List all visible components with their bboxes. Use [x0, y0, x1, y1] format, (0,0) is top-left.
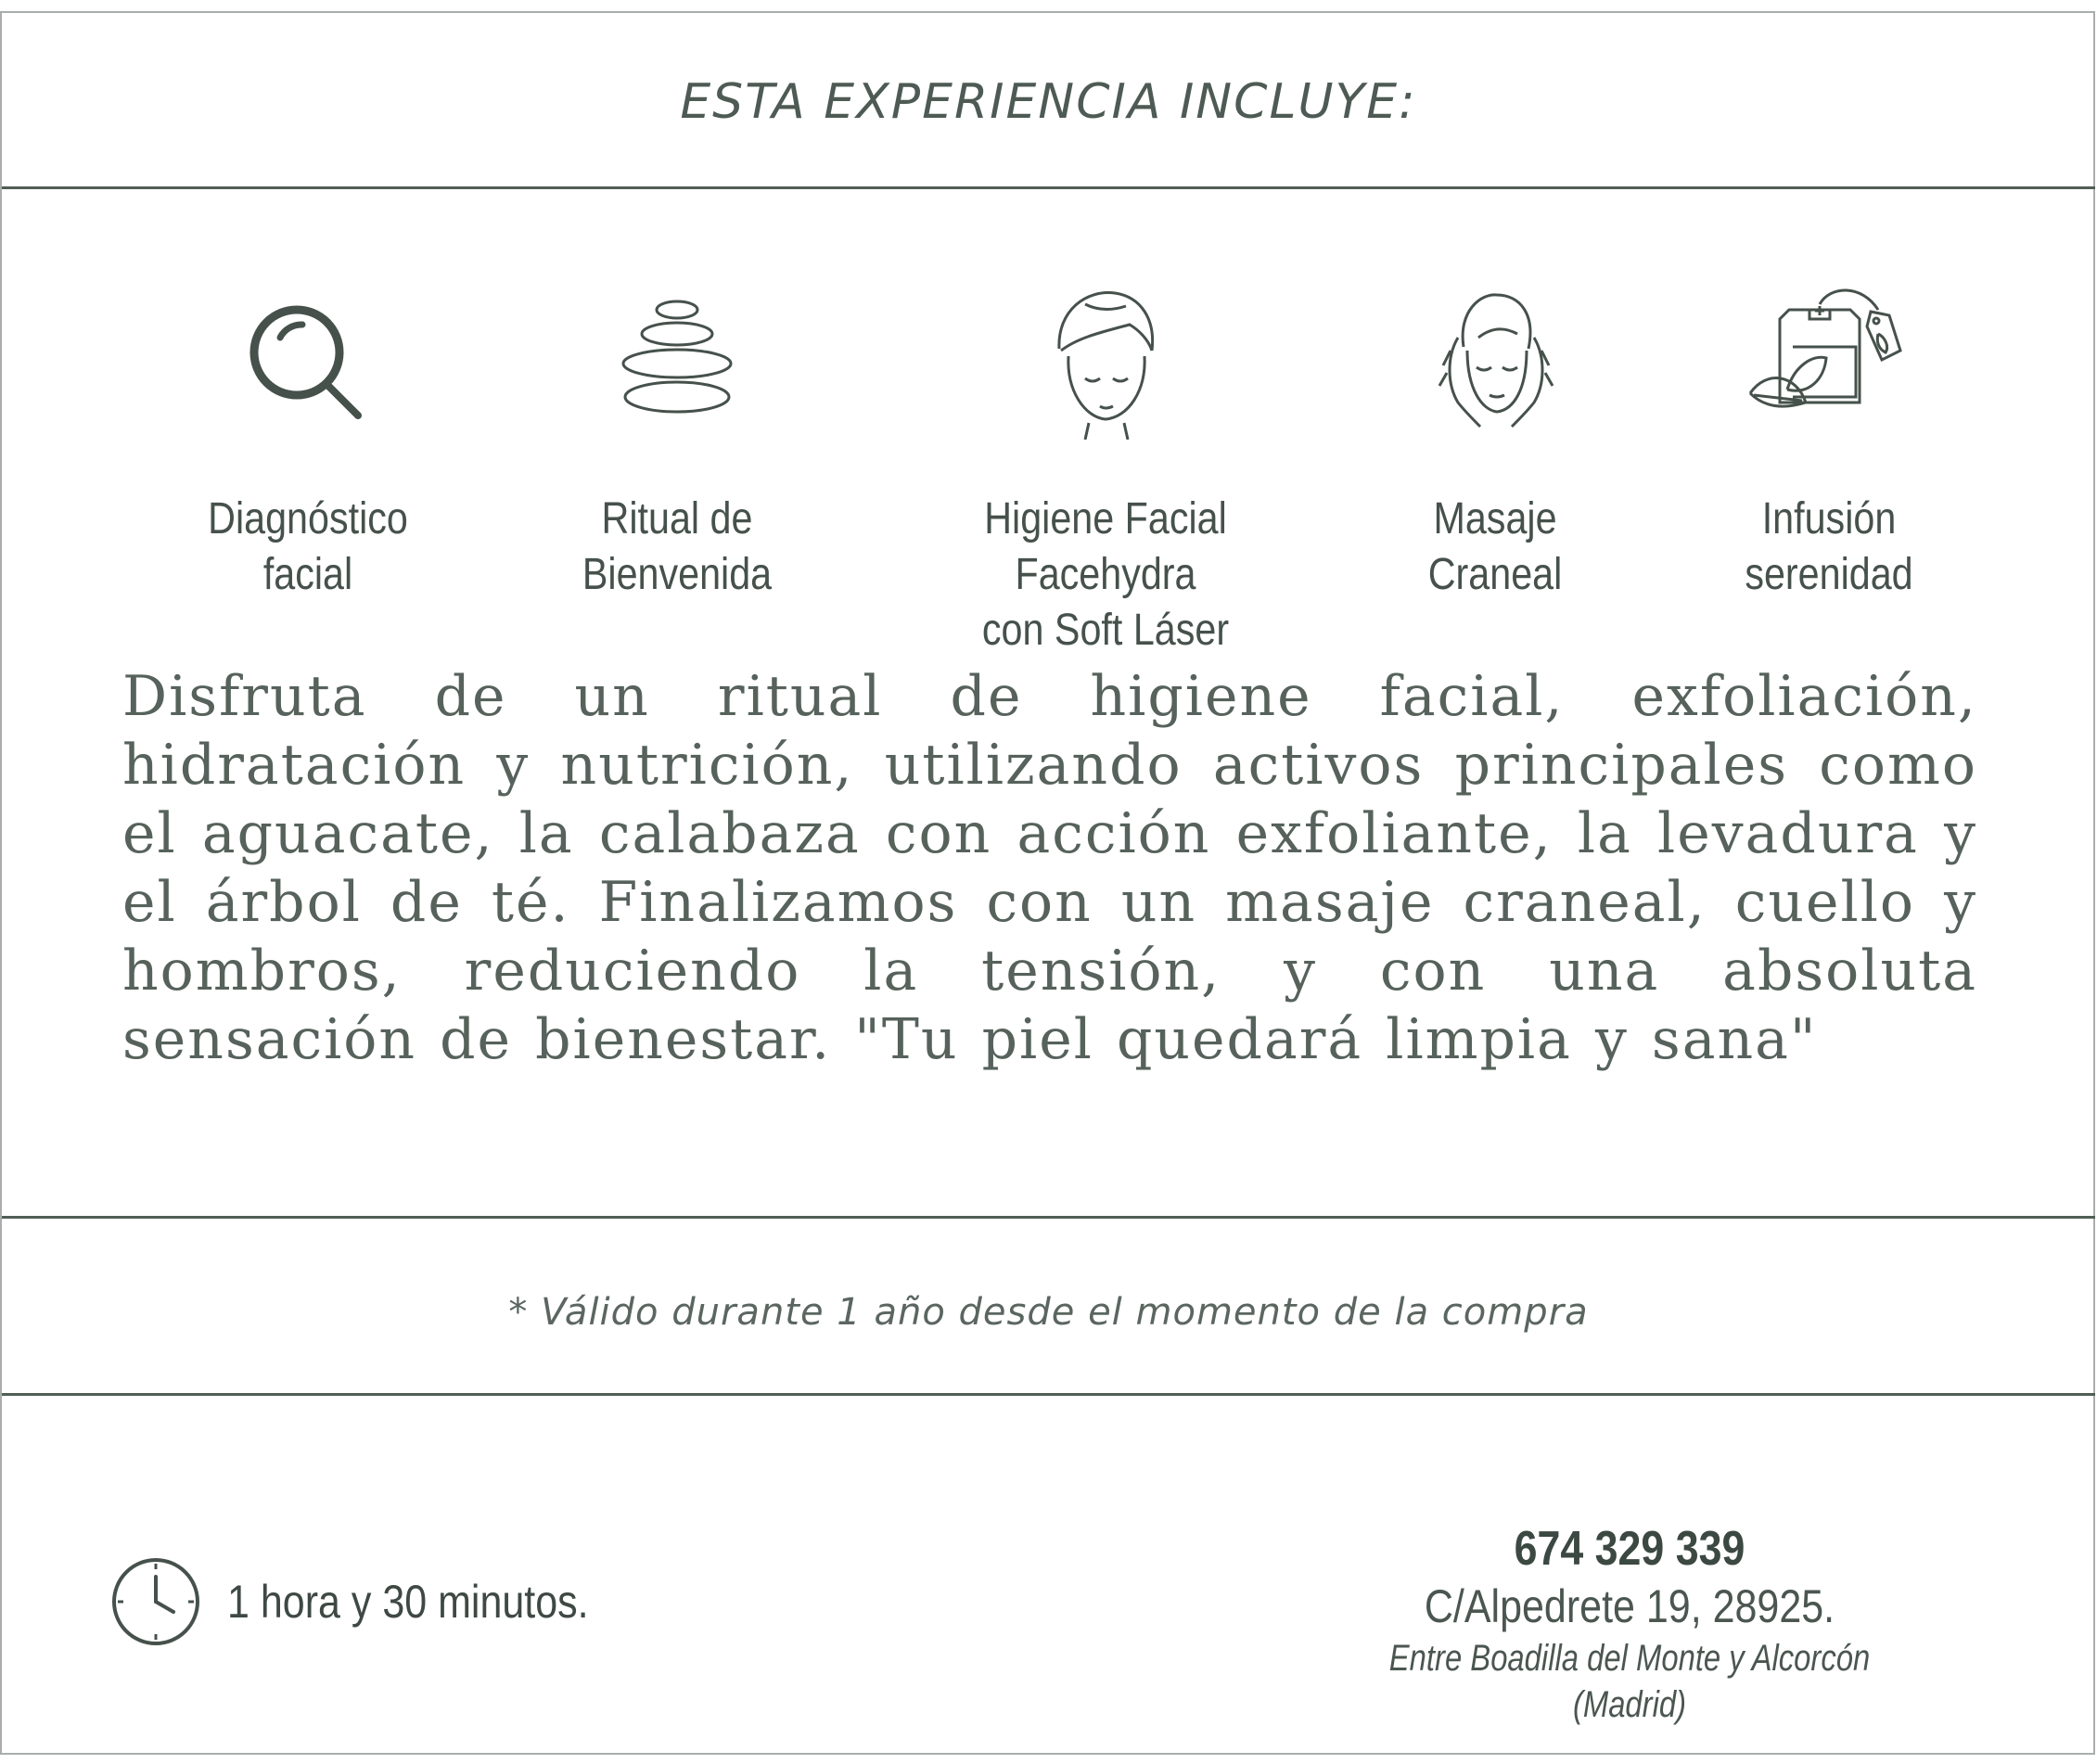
- validity-note: * Válido durante 1 año desde el momento de la compra: [508, 1291, 1589, 1334]
- feature-ritual: [538, 282, 816, 603]
- duration-text: 1 hora y 30 minutos.: [227, 1576, 589, 1628]
- feature-label: Higiene Facial Facehydra con Soft Láser: [981, 494, 1230, 655]
- phone-number[interactable]: 674 329 339: [1514, 1522, 1745, 1576]
- magnifier-icon: [243, 282, 373, 440]
- feature-diagnostico: [169, 282, 447, 603]
- address: C/Alpedrete 19, 28925.: [1424, 1580, 1835, 1632]
- tea-bag-icon: [1741, 282, 1917, 440]
- divider: [2, 186, 2095, 189]
- feature-higiene: [874, 282, 1337, 658]
- clock-icon: [110, 1556, 201, 1647]
- feature-label: Ritual de Bienvenida: [582, 494, 773, 599]
- duration-info: [110, 1556, 647, 1647]
- experience-description: Disfruta de un ritual de higiene facial, exfoliación, hidratación y nutrición, utilizando activos principales como el aguacate, la calabaza con acción exfoliante, la levadura y el árbol de té. Finalizamos con un masaje craneal, cuello y hombros, reduciendo la tensión, y con una absoluta sensación de bienestar. "Tu piel quedará limpia y sana": [122, 664, 1977, 1072]
- stacked-stones-icon: [612, 282, 742, 440]
- location-area: Entre Boadilla del Monte y Alcorcón (Madrid): [1388, 1638, 1871, 1725]
- contact-info: [1263, 1520, 1996, 1728]
- section-title: ESTA EXPERIENCIA INCLUYE:: [680, 74, 1417, 130]
- feature-label: Infusión serenidad: [1745, 494, 1913, 599]
- face-massage-icon: [1430, 282, 1560, 440]
- feature-label: Masaje Craneal: [1427, 494, 1563, 599]
- towel-face-icon: [1041, 282, 1170, 440]
- experience-card: [0, 11, 2095, 1755]
- feature-masaje: [1375, 282, 1616, 603]
- divider: [2, 1216, 2095, 1219]
- feature-label: Diagnóstico facial: [208, 494, 408, 599]
- divider: [2, 1393, 2095, 1396]
- feature-infusion: [1690, 282, 1968, 603]
